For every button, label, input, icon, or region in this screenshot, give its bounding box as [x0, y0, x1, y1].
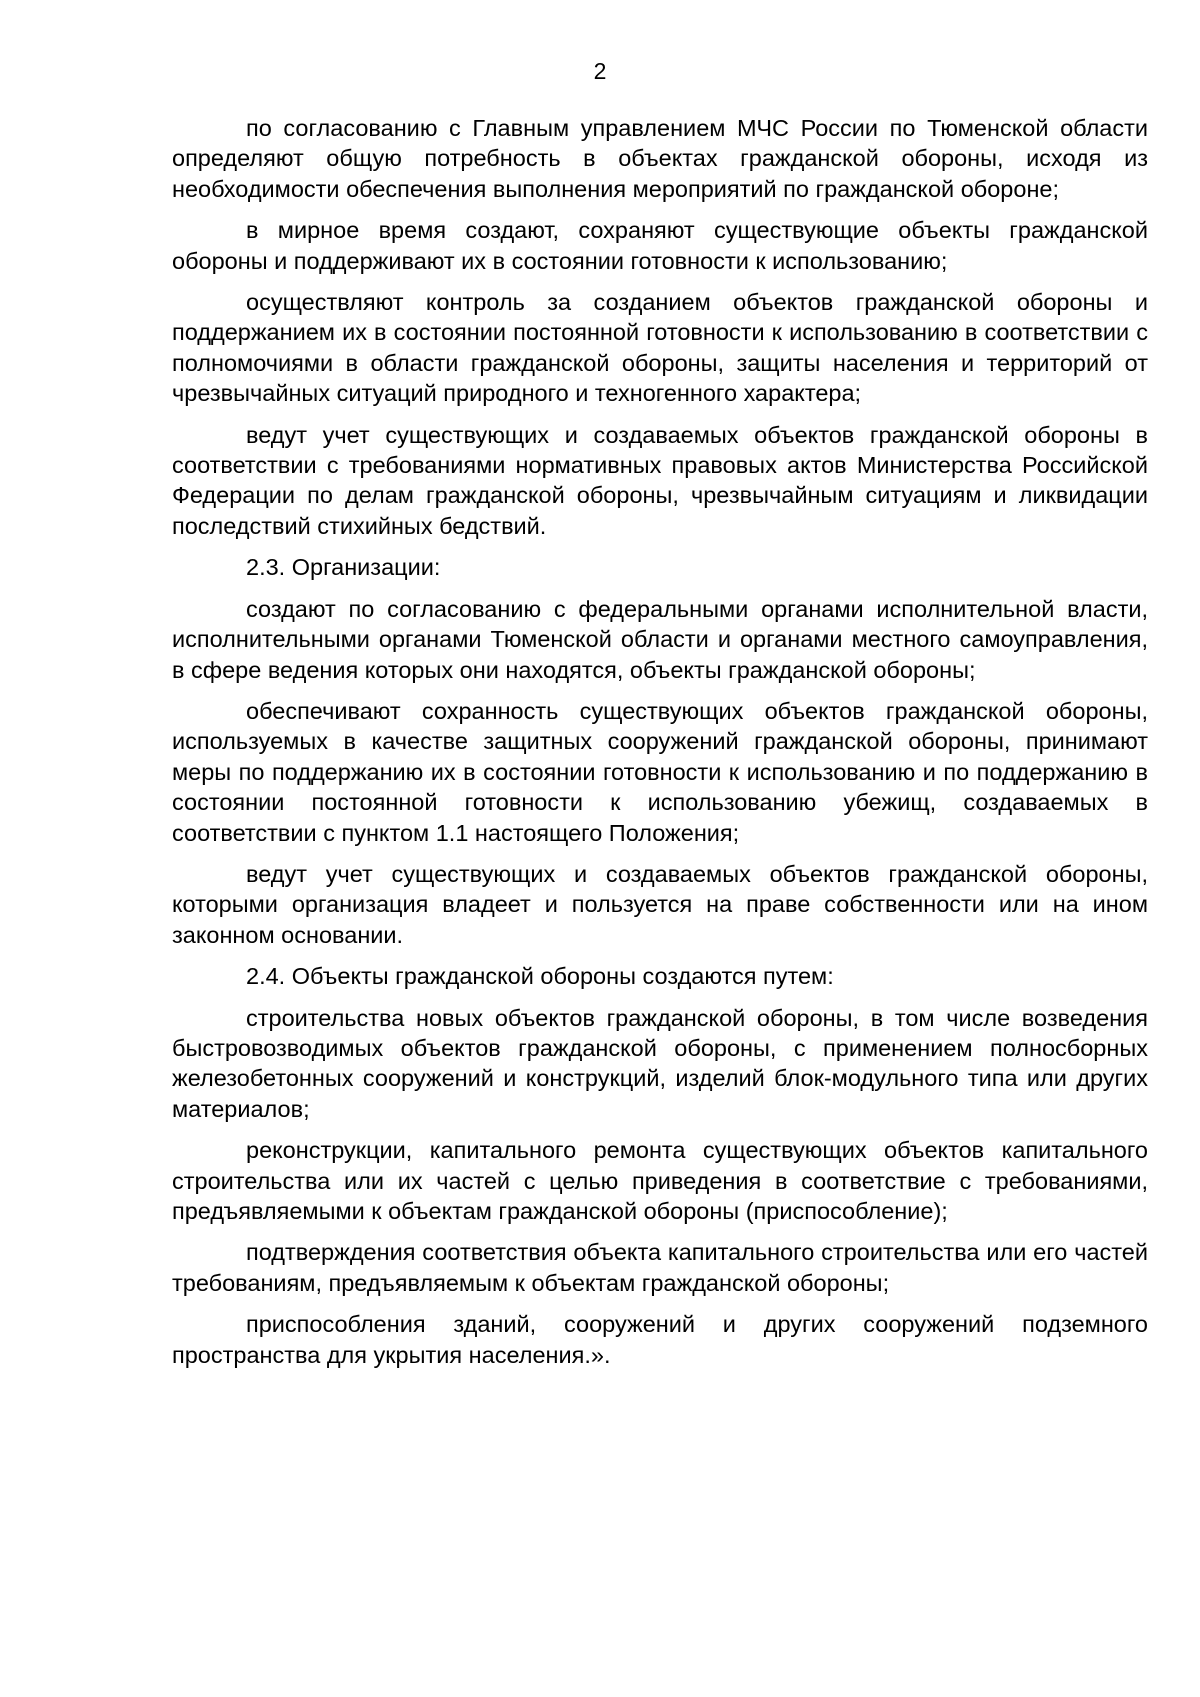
paragraph: ведут учет существующих и создаваемых объектов гражданской обороны, которыми организация владеет и пользуется на праве собственности или на ином законном основании.: [172, 860, 1148, 948]
paragraph: создают по согласованию с федеральными органами исполнительной власти, исполнительными органами Тюменской области и органами местного самоуправления, в сфере ведения которых они находятся, объекты гражданской обороны;: [172, 595, 1148, 683]
document-body: [172, 113, 1148, 1381]
paragraph: в мирное время создают, сохраняют существующие объекты гражданской обороны и поддерживают их в состоянии готовности к использованию;: [172, 217, 1148, 274]
paragraph: по согласованию с Главным управлением МЧС России по Тюменской области определяют общую потребность в объектах гражданской обороны, исходя из необходимости обеспечения выполнения мероприятий по гражданской обороне;: [172, 115, 1148, 202]
section-heading-2-3: 2.3. Организации:: [246, 554, 441, 581]
paragraph: подтверждения соответствия объекта капитального строительства или его частей требованиям, предъявляемым к объектам гражданской обороны;: [172, 1239, 1148, 1296]
paragraph: строительства новых объектов гражданской обороны, в том числе возведения быстровозводимых объектов гражданской обороны, с применением полносборных железобетонных сооружений и конструкций, изделий блок-модульного типа или других материалов;: [172, 1004, 1148, 1122]
page-number: 2: [593, 58, 607, 84]
paragraph: реконструкции, капитального ремонта существующих объектов капитального строительства или их частей с целью приведения в соответствие с требованиями, предъявляемыми к объектам гражданской обороны (приспособление);: [172, 1137, 1148, 1224]
section-heading-2-4: 2.4. Объекты гражданской обороны создаются путем:: [246, 963, 834, 990]
paragraph: осуществляют контроль за созданием объектов гражданской обороны и поддержанием их в состоянии постоянной готовности к использованию в соответствии с полномочиями в области гражданской обороны, защиты населения и территорий от чрезвычайных ситуаций природного и техногенного характера;: [172, 289, 1148, 407]
paragraph: обеспечивают сохранность существующих объектов гражданской обороны, используемых в качестве защитных сооружений гражданской обороны, принимают меры по поддержанию их в состоянии готовности к использованию и по поддержанию в состоянии постоянной готовности к использованию убежищ, создаваемых в соответствии с пунктом 1.1 настоящего Положения;: [172, 697, 1148, 846]
paragraph: приспособления зданий, сооружений и других сооружений подземного пространства для укрытия населения.».: [172, 1311, 1148, 1368]
paragraph: ведут учет существующих и создаваемых объектов гражданской обороны в соответствии с требованиями нормативных правовых актов Министерства Российской Федерации по делам гражданской обороны, чрезвычайным ситуациям и ликвидации последствий стихийных бедствий.: [172, 421, 1148, 539]
